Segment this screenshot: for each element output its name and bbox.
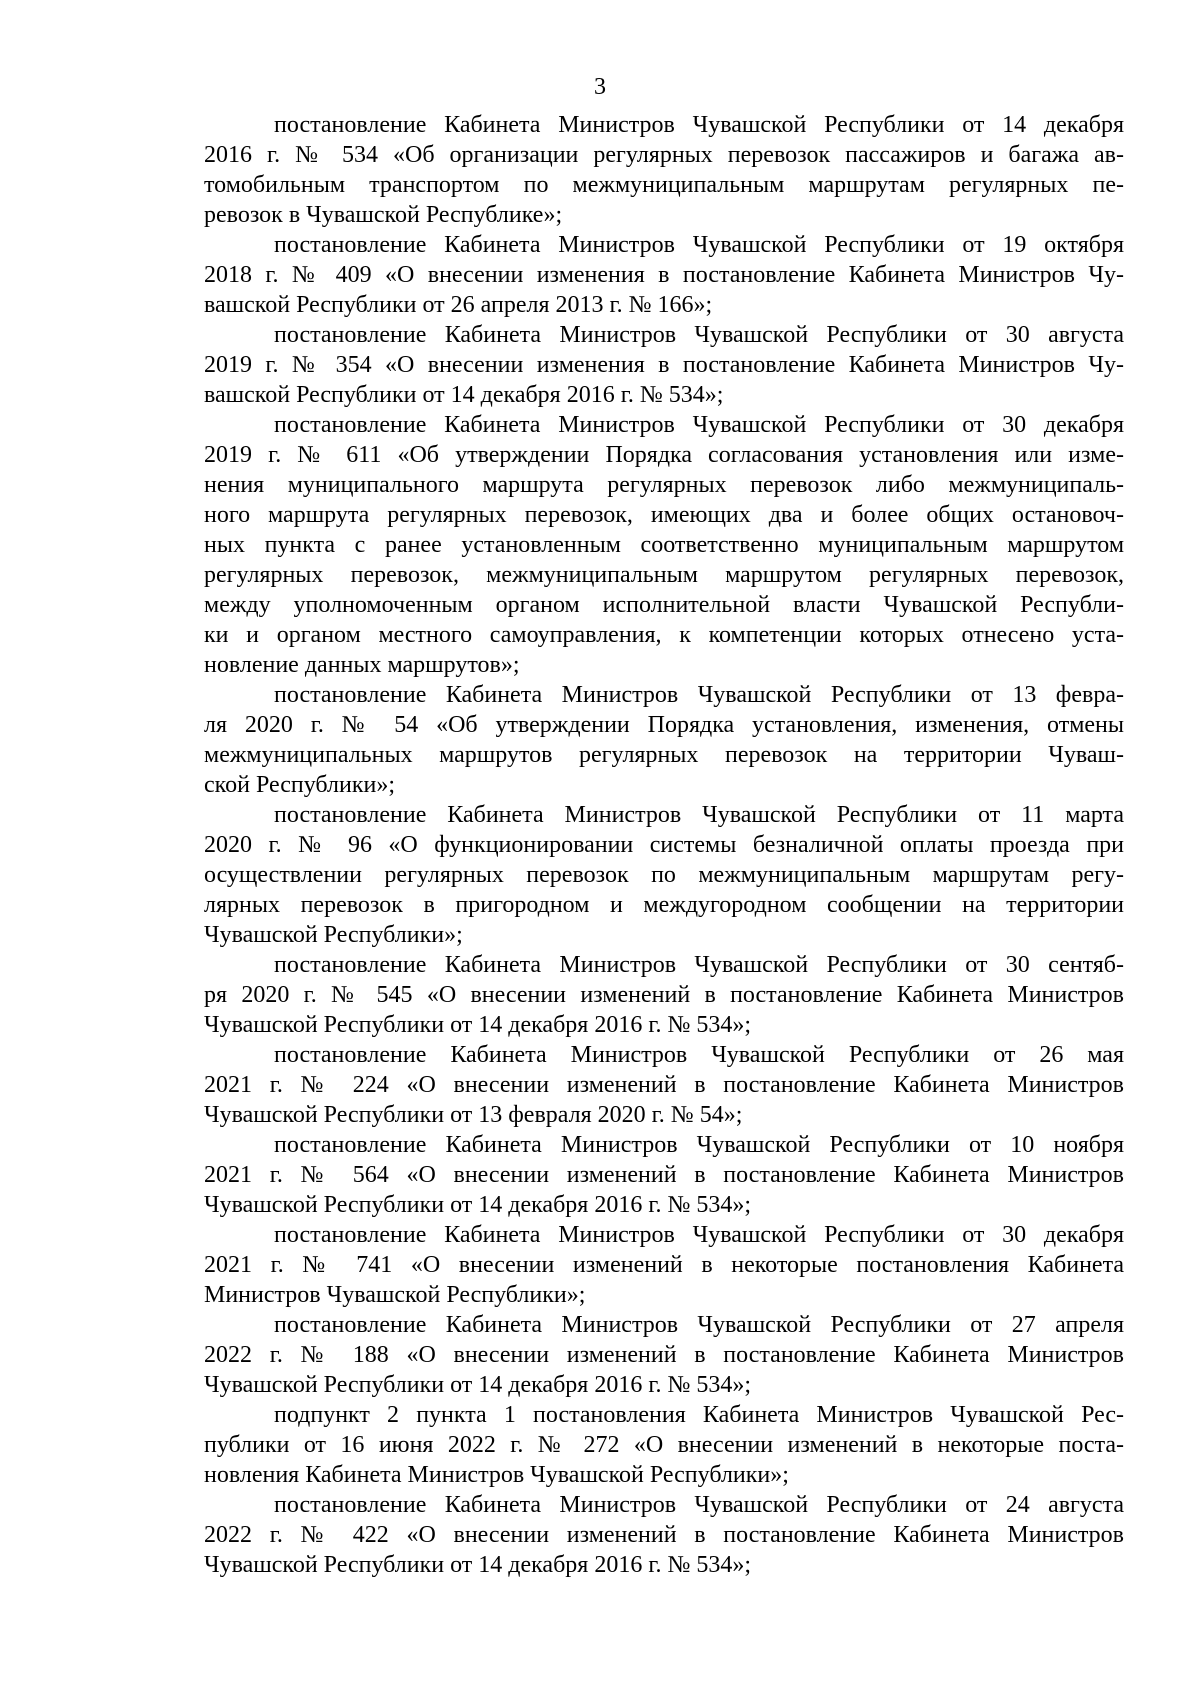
paragraph-line: вашской Республики от 14 декабря 2016 г. № 534»;: [204, 382, 724, 408]
paragraph-line: ки и органом местного самоуправления, к компетенции которых отнесено уста-: [204, 622, 1124, 648]
paragraph-line: Чувашской Республики от 14 декабря 2016 г. № 534»;: [204, 1012, 752, 1038]
paragraph-line: постановление Кабинета Министров Чувашской Республики от 26 мая: [274, 1042, 1124, 1068]
document-body: [204, 110, 1124, 1580]
paragraph-line: лярных перевозок в пригородном и междугородном сообщении на территории: [204, 892, 1124, 918]
paragraph-line: 2021 г. № 224 «О внесении изменений в постановление Кабинета Министров: [204, 1072, 1124, 1098]
paragraph-line: постановление Кабинета Министров Чувашской Республики от 30 декабря: [274, 1222, 1124, 1248]
paragraph-line: 2022 г. № 188 «О внесении изменений в постановление Кабинета Министров: [204, 1342, 1124, 1368]
paragraph: [204, 680, 1124, 800]
paragraph: [204, 110, 1124, 230]
paragraph-line: постановление Кабинета Министров Чувашской Республики от 13 февра-: [274, 682, 1124, 708]
paragraph-line: ля 2020 г. № 54 «Об утверждении Порядка установления, изменения, отмены: [204, 712, 1124, 738]
paragraph-line: постановление Кабинета Министров Чувашской Республики от 30 декабря: [274, 412, 1124, 438]
paragraph-line: ря 2020 г. № 545 «О внесении изменений в постановление Кабинета Министров: [204, 982, 1124, 1008]
paragraph-line: 2019 г. № 354 «О внесении изменения в постановление Кабинета Министров Чу-: [204, 352, 1124, 378]
paragraph-line: постановление Кабинета Министров Чувашской Республики от 27 апреля: [274, 1312, 1124, 1338]
paragraph: [204, 1220, 1124, 1310]
paragraph-line: постановление Кабинета Министров Чувашской Республики от 19 октября: [274, 232, 1124, 258]
paragraph-line: постановление Кабинета Министров Чувашской Республики от 11 марта: [274, 802, 1124, 828]
paragraph-line: осуществлении регулярных перевозок по межмуниципальным маршрутам регу-: [204, 862, 1124, 888]
paragraph-line: ных пункта с ранее установленным соответственно муниципальным маршрутом: [204, 532, 1124, 558]
paragraph: [204, 950, 1124, 1040]
paragraph-line: постановление Кабинета Министров Чувашской Республики от 24 августа: [274, 1492, 1124, 1518]
paragraph-line: Министров Чувашской Республики»;: [204, 1282, 586, 1308]
paragraph: [204, 1310, 1124, 1400]
paragraph-line: подпункт 2 пункта 1 постановления Кабинета Министров Чувашской Рес-: [274, 1402, 1124, 1428]
paragraph-line: томобильным транспортом по межмуниципальным маршрутам регулярных пе-: [204, 172, 1124, 198]
paragraph-line: 2021 г. № 564 «О внесении изменений в постановление Кабинета Министров: [204, 1162, 1124, 1188]
paragraph-line: публики от 16 июня 2022 г. № 272 «О внесении изменений в некоторые поста-: [204, 1432, 1124, 1458]
paragraph-line: 2022 г. № 422 «О внесении изменений в постановление Кабинета Министров: [204, 1522, 1124, 1548]
paragraph-line: 2018 г. № 409 «О внесении изменения в постановление Кабинета Министров Чу-: [204, 262, 1124, 288]
paragraph-line: ской Республики»;: [204, 772, 396, 798]
paragraph-line: 2016 г. № 534 «Об организации регулярных перевозок пассажиров и багажа ав-: [204, 142, 1124, 168]
paragraph: [204, 1490, 1124, 1580]
paragraph: [204, 1400, 1124, 1490]
paragraph-line: 2019 г. № 611 «Об утверждении Порядка согласования установления или изме-: [204, 442, 1124, 468]
paragraph-line: регулярных перевозок, межмуниципальным маршрутом регулярных перевозок,: [204, 562, 1124, 588]
paragraph-line: Чувашской Республики»;: [204, 922, 463, 948]
paragraph-line: вашской Республики от 26 апреля 2013 г. № 166»;: [204, 292, 713, 318]
paragraph-line: Чувашской Республики от 13 февраля 2020 г. № 54»;: [204, 1102, 743, 1128]
paragraph-line: постановление Кабинета Министров Чувашской Республики от 30 сентяб-: [274, 952, 1124, 978]
paragraph: [204, 800, 1124, 950]
paragraph-line: новления Кабинета Министров Чувашской Республики»;: [204, 1462, 789, 1488]
paragraph: [204, 230, 1124, 320]
paragraph: [204, 1130, 1124, 1220]
paragraph: [204, 410, 1124, 680]
paragraph-line: межмуниципальных маршрутов регулярных перевозок на территории Чуваш-: [204, 742, 1124, 768]
paragraph-line: ного маршрута регулярных перевозок, имеющих два и более общих остановоч-: [204, 502, 1124, 528]
paragraph-line: 2020 г. № 96 «О функционировании системы безналичной оплаты проезда при: [204, 832, 1124, 858]
paragraph-line: между уполномоченным органом исполнительной власти Чувашской Республи-: [204, 592, 1124, 618]
paragraph-line: Чувашской Республики от 14 декабря 2016 г. № 534»;: [204, 1192, 752, 1218]
paragraph-line: ревозок в Чувашской Республике»;: [204, 202, 563, 228]
paragraph: [204, 1040, 1124, 1130]
paragraph-line: постановление Кабинета Министров Чувашской Республики от 30 августа: [274, 322, 1124, 348]
paragraph-line: постановление Кабинета Министров Чувашской Республики от 14 декабря: [274, 112, 1124, 138]
paragraph-line: новление данных маршрутов»;: [204, 652, 520, 678]
paragraph: [204, 320, 1124, 410]
paragraph-line: 2021 г. № 741 «О внесении изменений в некоторые постановления Кабинета: [204, 1252, 1124, 1278]
paragraph-line: Чувашской Республики от 14 декабря 2016 г. № 534»;: [204, 1552, 752, 1578]
paragraph-line: Чувашской Республики от 14 декабря 2016 г. № 534»;: [204, 1372, 752, 1398]
page-number: 3: [594, 74, 606, 100]
paragraph-line: постановление Кабинета Министров Чувашской Республики от 10 ноября: [274, 1132, 1124, 1158]
paragraph-line: нения муниципального маршрута регулярных перевозок либо межмуниципаль-: [204, 472, 1124, 498]
